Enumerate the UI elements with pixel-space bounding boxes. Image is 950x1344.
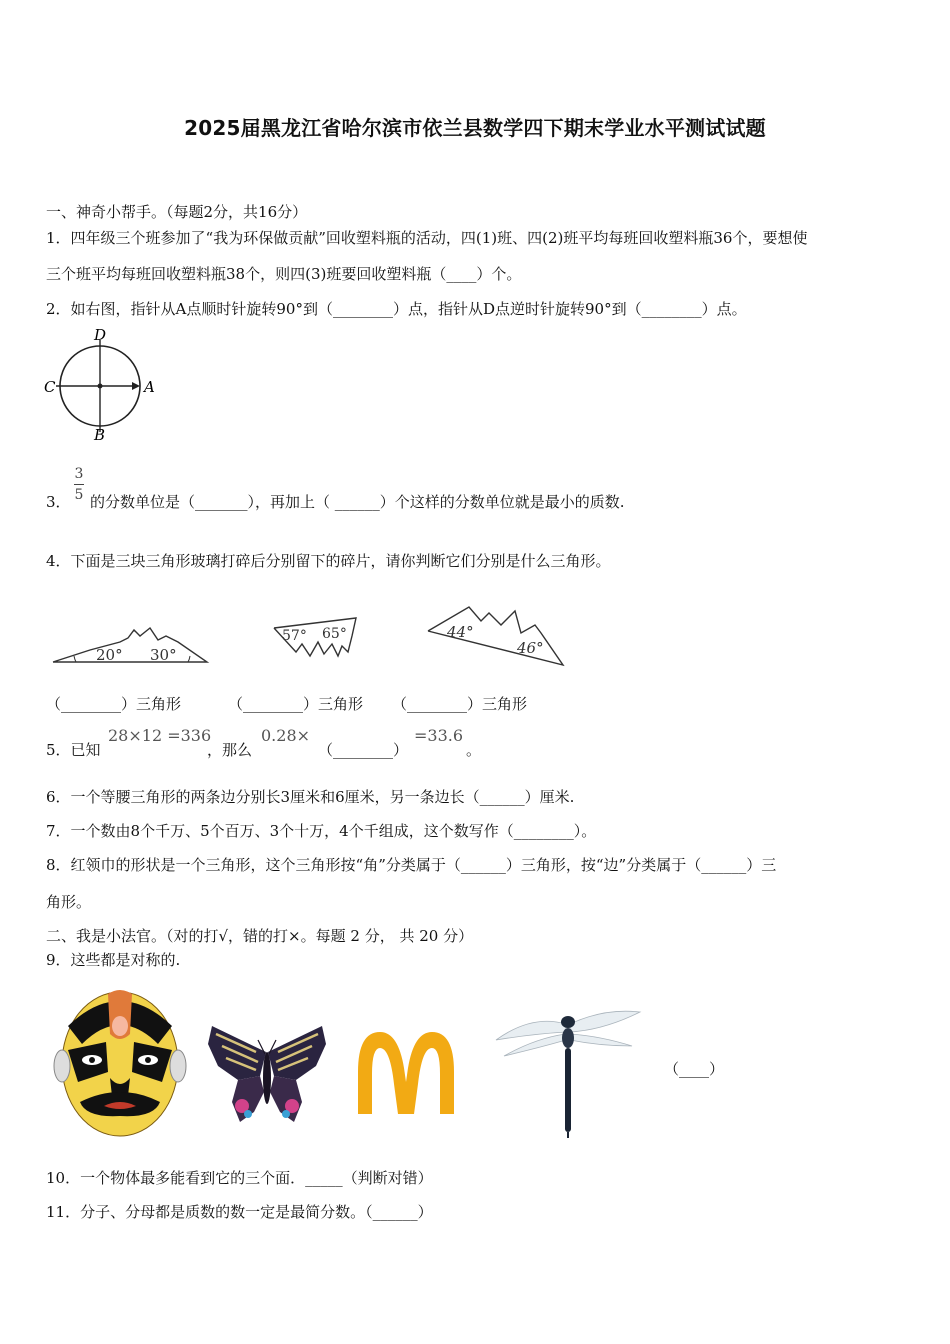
expression-28x12: 28×12 =336 bbox=[108, 726, 212, 745]
center-dot bbox=[98, 384, 103, 389]
question-7-text: 7．一个数由8个千万、5个百万、3个十万，4个千组成，这个数写作（________）。 bbox=[46, 822, 597, 840]
question-5-prefix: 5．已知 bbox=[46, 741, 101, 759]
dragonfly-image bbox=[492, 1004, 644, 1140]
question-3-number: 3． bbox=[46, 493, 71, 511]
butterfly-image bbox=[204, 1022, 330, 1128]
angle-46: 46° bbox=[517, 639, 544, 657]
question-10-text: 10．一个物体最多能看到它的三个面．_____（判断对错） bbox=[46, 1169, 433, 1187]
angle-30: 30° bbox=[150, 646, 177, 664]
angle-44: 44° bbox=[447, 623, 474, 641]
question-1-line-2: 三个班平均每班回收塑料瓶38个，则四(3)班要回收塑料瓶（____）个。 bbox=[46, 265, 522, 283]
question-5-mid: ，那么 bbox=[207, 741, 253, 759]
section-1-heading: 一、神奇小帮手。（每题2分，共16分） bbox=[46, 203, 308, 221]
question-9-blank: （____） bbox=[664, 1060, 725, 1078]
section-2-heading: 二、我是小法官。（对的打√，错的打×。每题 2 分， 共 20 分） bbox=[46, 927, 474, 945]
label-a: A bbox=[144, 378, 155, 396]
angle-65: 65° bbox=[322, 626, 347, 642]
triangle-answer-3: （________）三角形 bbox=[392, 695, 528, 713]
label-c: C bbox=[44, 378, 56, 396]
mcdonalds-logo-image bbox=[354, 1028, 458, 1116]
expression-33-6: =33.6 bbox=[414, 726, 464, 745]
fraction-three-fifths bbox=[72, 466, 86, 503]
angle-20: 20° bbox=[96, 646, 123, 664]
pointer-arrow-icon bbox=[132, 382, 140, 390]
triangle-answer-2: （________）三角形 bbox=[228, 695, 364, 713]
question-6-text: 6．一个等腰三角形的两条边分别长3厘米和6厘米，另一条边长（______）厘米. bbox=[46, 788, 575, 806]
triangle-fragment-3 bbox=[425, 603, 570, 667]
clock-diagram bbox=[42, 326, 162, 444]
fraction-numerator: 3 bbox=[74, 466, 84, 482]
fraction-bar bbox=[74, 484, 84, 485]
label-d: D bbox=[94, 326, 107, 344]
opera-mask-image bbox=[54, 986, 186, 1138]
triangle-answer-1: （________）三角形 bbox=[46, 695, 182, 713]
question-3-text: 的分数单位是（_______），再加上（ ______）个这样的分数单位就是最小的质数. bbox=[90, 493, 625, 511]
question-4-text: 4．下面是三块三角形玻璃打碎后分别留下的碎片，请你判断它们分别是什么三角形。 bbox=[46, 552, 611, 570]
question-9-text: 9．这些都是对称的. bbox=[46, 951, 181, 969]
question-11-text: 11．分子、分母都是质数的数一定是最简分数。（______） bbox=[46, 1203, 433, 1221]
question-2-text: 2．如右图，指针从A点顺时针旋转90°到（________）点，指针从D点逆时针旋转90°到（________）点。 bbox=[46, 300, 747, 318]
question-8-line-2: 角形。 bbox=[46, 893, 92, 911]
fraction-denominator: 5 bbox=[74, 487, 84, 503]
triangle-fragment-1 bbox=[50, 626, 210, 666]
triangle-fragment-2 bbox=[272, 616, 362, 664]
page-title: 2025届黑龙江省哈尔滨市依兰县数学四下期末学业水平测试试题 bbox=[184, 116, 766, 140]
question-5-end: 。 bbox=[466, 741, 482, 759]
angle-57: 57° bbox=[282, 628, 307, 644]
label-b: B bbox=[94, 426, 106, 444]
question-5-blank: （________） bbox=[318, 741, 409, 759]
question-8-line-1: 8．红领巾的形状是一个三角形，这个三角形按“角”分类属于（______）三角形，按“边”分类属于（______）三 bbox=[46, 856, 777, 874]
question-1-line-1: 1．四年级三个班参加了“我为环保做贡献”回收塑料瓶的活动，四(1)班、四(2)班平均每班回收塑料瓶36个，要想使 bbox=[46, 229, 808, 247]
expression-0-28x: 0.28× bbox=[261, 726, 311, 745]
